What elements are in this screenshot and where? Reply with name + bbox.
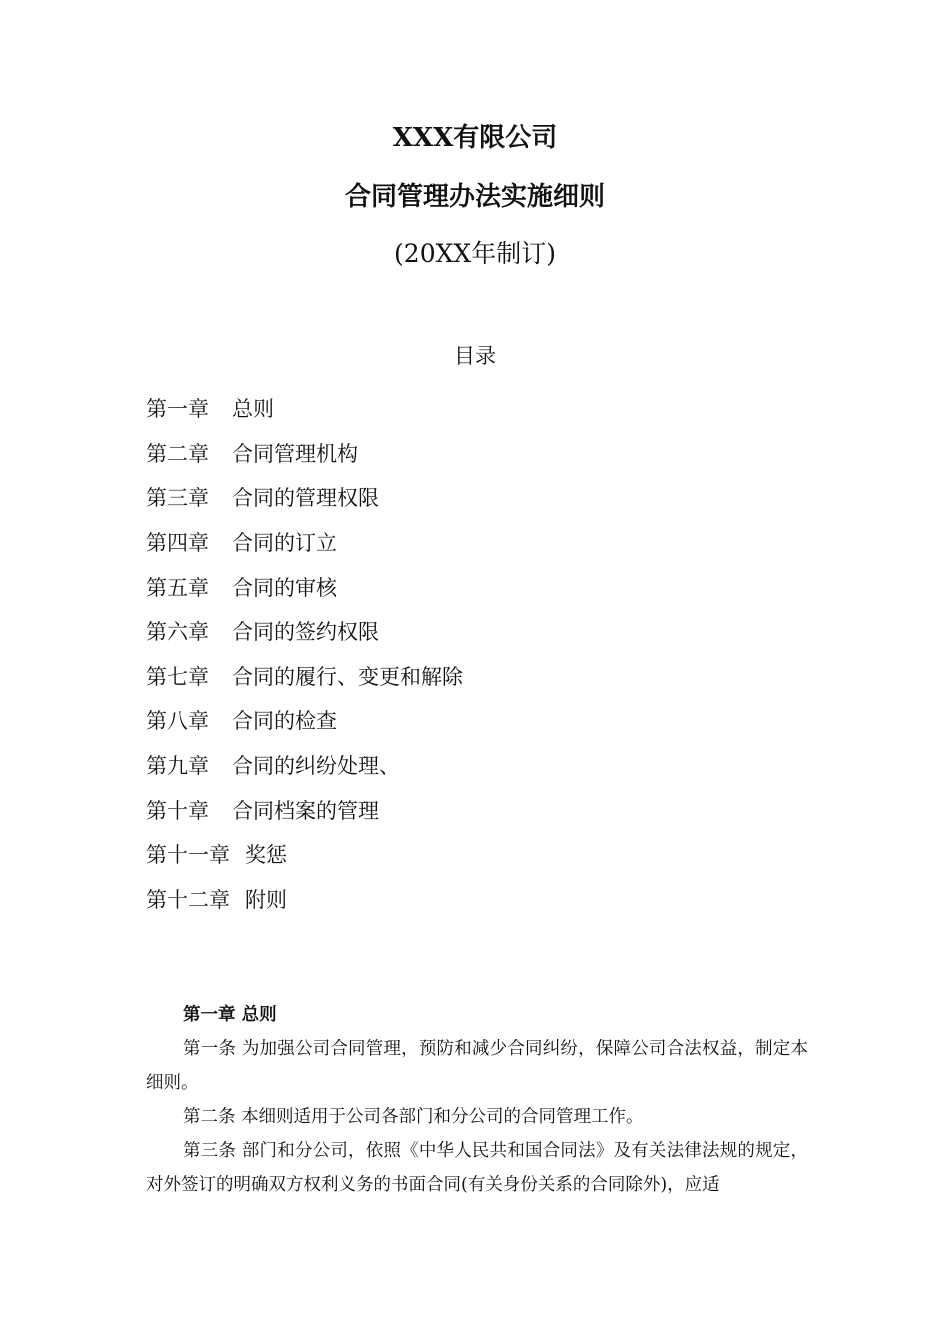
toc-heading: 目录 [454,344,496,368]
toc-chapter-title: 奖惩 [245,843,287,868]
toc-chapter-title: 合同的签约权限 [232,620,379,645]
toc-item [146,698,806,743]
body-text [146,998,808,1202]
toc-chapter-number: 第六章 [146,620,209,645]
toc-chapter-number: 第十章 [146,798,209,823]
article-paragraph: 第三条 部门和分公司，依照《中华人民共和国合同法》及有关法律法规的规定，对外签订的明确双方权利义务的书面合同(有关身份关系的合同除外)，应适 [146,1141,808,1195]
toc-chapter-title: 合同的管理权限 [232,486,379,511]
table-of-contents [146,386,806,921]
toc-item [146,520,806,565]
toc-item [146,386,806,431]
toc-chapter-title: 总则 [232,397,274,422]
company-name: XXX有限公司 [392,123,558,153]
toc-item [146,877,806,922]
toc-chapter-number: 第四章 [146,531,209,556]
toc-chapter-title: 合同管理机构 [232,441,358,466]
toc-chapter-title: 合同的检查 [232,709,337,734]
toc-chapter-title: 合同的审核 [232,575,337,600]
toc-item [146,654,806,699]
toc-chapter-number: 第三章 [146,486,209,511]
toc-chapter-title: 合同档案的管理 [232,798,379,823]
toc-item [146,743,806,788]
toc-chapter-title: 合同的订立 [232,531,337,556]
toc-chapter-number: 第七章 [146,664,209,689]
toc-item [146,832,806,877]
document-title: 合同管理办法实施细则 [344,182,605,212]
toc-chapter-number: 第五章 [146,575,209,600]
toc-chapter-number: 第十二章 [146,887,230,912]
section-heading: 第一章 总则 [183,1005,277,1025]
toc-chapter-number: 第一章 [146,397,209,422]
toc-chapter-number: 第九章 [146,754,209,779]
toc-chapter-number: 第八章 [146,709,209,734]
toc-chapter-title: 附则 [245,887,287,912]
toc-item [146,431,806,476]
toc-item [146,609,806,654]
toc-item [146,787,806,832]
toc-chapter-title: 合同的纠纷处理、 [232,754,400,779]
toc-chapter-number: 第二章 [146,441,209,466]
toc-item [146,475,806,520]
toc-chapter-number: 第十一章 [146,843,230,868]
document-edition: (20XX年制订) [394,239,556,268]
article-paragraph: 第二条 本细则适用于公司各部门和分公司的合同管理工作。 [183,1107,644,1127]
toc-chapter-title: 合同的履行、变更和解除 [232,664,463,689]
toc-item [146,564,806,609]
article-paragraph: 第一条 为加强公司合同管理，预防和减少合同纠纷，保障公司合法权益，制定本细则。 [146,1039,808,1093]
